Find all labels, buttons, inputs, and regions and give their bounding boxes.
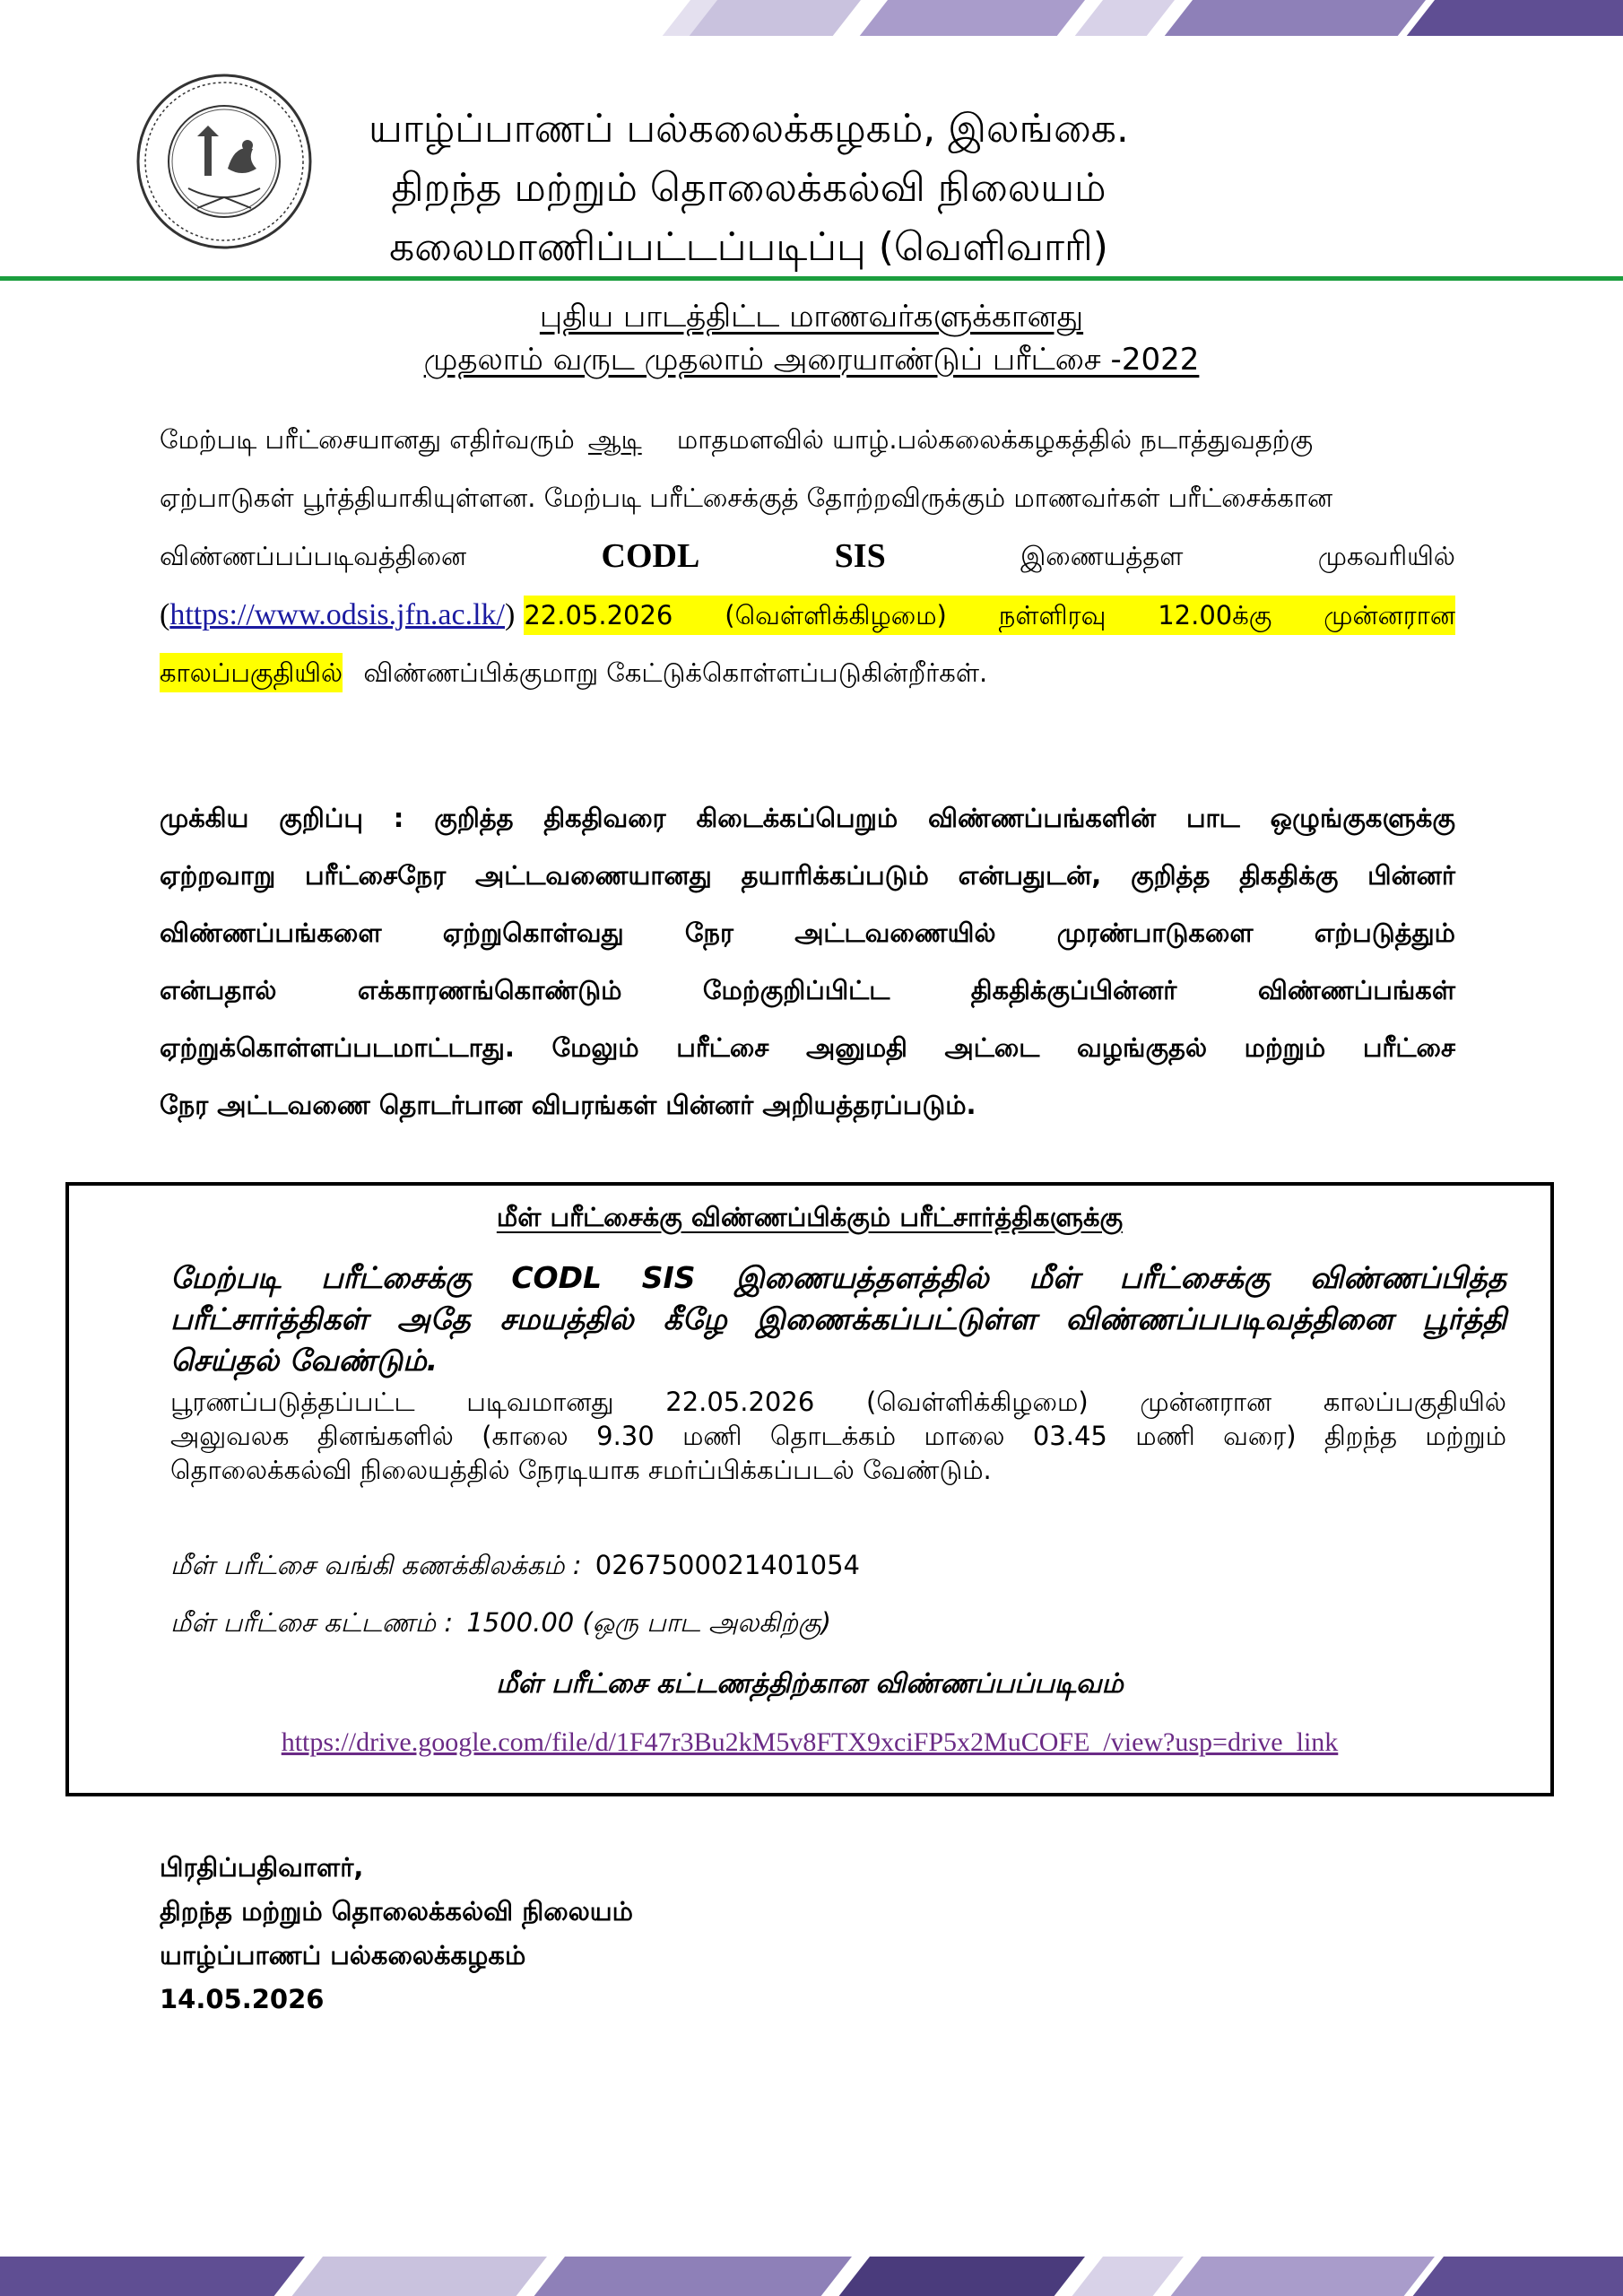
intro-line-4: ( https://www.odsis.jfn.ac.lk/ ) 22.05.2026 (வெள்ளிக்கிழமை) நள்ளிரவு 12.00க்கு முன்னரான (160, 586, 1455, 644)
form-heading: மீள் பரீட்சை கட்டணத்திற்கான விண்ணப்பப்படிவம் (496, 1668, 1124, 1700)
intro-line-1: மேற்படி பரீட்சையானது எதிர்வரும் ஆடி மாதமளவில் யாழ்.பல்கலைக்கழகத்தில் நடாத்துவதற்கு (160, 424, 1314, 455)
header-line-2: திறந்த மற்றும் தொலைக்கல்வி நிலையம் (391, 165, 1107, 211)
issue-date: 14.05.2026 (160, 1984, 325, 2014)
top-decorative-band (0, 0, 1623, 36)
notice-line-2: ஏற்றவாறு பரீட்சைநேர அட்டவணையானது தயாரிக்கப்படும் என்பதுடன், குறித்த திகதிக்கு பின்னர் (160, 860, 1455, 891)
bank-account-number: 0267500021401054 (595, 1550, 860, 1580)
header-line-1: யாழ்ப்பாணப் பல்கலைக்கழகம், இலங்கை. (369, 106, 1129, 152)
notice-title-line-1: புதிய பாடத்திட்ட மாணவர்களுக்கானது (539, 299, 1084, 335)
odsis-link[interactable]: https://www.odsis.jfn.ac.lk/ (169, 598, 505, 631)
resit-fee-line: மீள் பரீட்சை கட்டணம் : 1500.00 (ஒரு பாட அலகிற்கு) (170, 1607, 831, 1638)
period-highlight: காலப்பகுதியில் (160, 653, 343, 692)
application-form-link[interactable]: https://drive.google.com/file/d/1F47r3Bu2kM5v8FTX9xciFP5x2MuCOFE_/view?usp=drive_link (281, 1727, 1339, 1757)
resit-instructions: மேற்படி பரீட்சைக்கு CODL SIS இணையத்தளத்தில் மீள் பரீட்சைக்கு விண்ணப்பித்த பரீட்சார்த்திகள் அதே சமயத்தில் கீழே இணைக்கப்பட்டுள்ள விண்ணப்பபடிவத்தினை பூர்த்தி செய்தல் வேண்டும். (170, 1260, 1506, 1378)
notice-line-4: என்பதால் எக்காரணங்கொண்டும் மேற்குறிப்பிட்ட திகதிக்குப்பின்னர் விண்ணப்பங்கள் (160, 975, 1455, 1005)
important-notice (160, 789, 1455, 1134)
notice-line-6: நேர அட்டவணை தொடர்பான விபரங்கள் பின்னர் அறியத்தரப்படும். (160, 1090, 976, 1120)
header-line-3: கலைமாணிப்பட்டப்படிப்பு (வெளிவாரி) (389, 224, 1108, 270)
intro-line-3: விண்ணப்பப்படிவத்தினை CODL SIS இணையத்தள முகவரியில் (160, 537, 1455, 575)
signature-block (160, 1846, 633, 2022)
bottom-decorative-band (0, 2257, 1623, 2296)
exam-month: ஆடி (587, 424, 642, 455)
resit-box-title: மீள் பரீட்சைக்கு விண்ணப்பிக்கும் பரீட்சார்த்திகளுக்கு (496, 1202, 1124, 1232)
deadline-highlight: 22.05.2026 (வெள்ளிக்கிழமை) நள்ளிரவு 12.00க்கு முன்னரான (524, 596, 1455, 635)
bank-account-line: மீள் பரீட்சை வங்கி கணக்கிலக்கம் : 0267500021401054 (170, 1550, 860, 1580)
resit-submission-text: பூரணப்படுத்தப்பட்ட படிவமானது 22.05.2026 (வெள்ளிக்கிழமை) முன்னரான காலப்பகுதியில் அலுவலக தினங்களில் (காலை 9.30 மணி தொடக்கம் மாலை 03.45 மணி வரை) திறந்த மற்றும் தொலைக்கல்வி நிலையத்தில் நேரடியாக சமர்ப்பிக்கப்படல் வேண்டும். (170, 1387, 1506, 1485)
notice-line-3: விண்ணப்பங்களை ஏற்றுகொள்வது நேர அட்டவணையில் முரண்பாடுகளை எற்படுத்தும் (160, 918, 1455, 948)
signatory-university: யாழ்ப்பாணப் பல்கலைக்கழகம் (160, 1940, 526, 1970)
notice-title-line-2: முதலாம் வருட முதலாம் அரையாண்டுப் பரீட்சை -2022 (423, 342, 1200, 378)
resit-fee-value: 1500.00 (ஒரு பாட அலகிற்கு) (466, 1607, 831, 1638)
intro-paragraph (160, 411, 1455, 702)
intro-line-2: ஏற்பாடுகள் பூர்த்தியாகியுள்ளன. மேற்படி பரீட்சைக்குத் தோற்றவிருக்கும் மாணவர்கள் பரீட்சைக்கான (160, 483, 1333, 513)
header-divider (0, 276, 1623, 281)
resit-exam-box (65, 1182, 1554, 1796)
notice-line-1: முக்கிய குறிப்பு : குறித்த திகதிவரை கிடைக்கப்பெறும் விண்ணப்பங்களின் பாட ஒழுங்குகளுக்கு (160, 803, 1455, 833)
notice-line-5: ஏற்றுக்கொள்ளப்படமாட்டாது. மேலும் பரீட்சை அனுமதி அட்டை வழங்குதல் மற்றும் பரீட்சை (160, 1032, 1455, 1063)
signatory-unit: திறந்த மற்றும் தொலைக்கல்வி நிலையம் (160, 1896, 633, 1926)
signatory-title: பிரதிப்பதிவாளர், (160, 1852, 364, 1883)
letterhead (0, 63, 1623, 278)
intro-line-5: காலப்பகுதியில் விண்ணப்பிக்குமாறு கேட்டுக்கொள்ளப்படுகின்றீர்கள். (160, 644, 1455, 702)
